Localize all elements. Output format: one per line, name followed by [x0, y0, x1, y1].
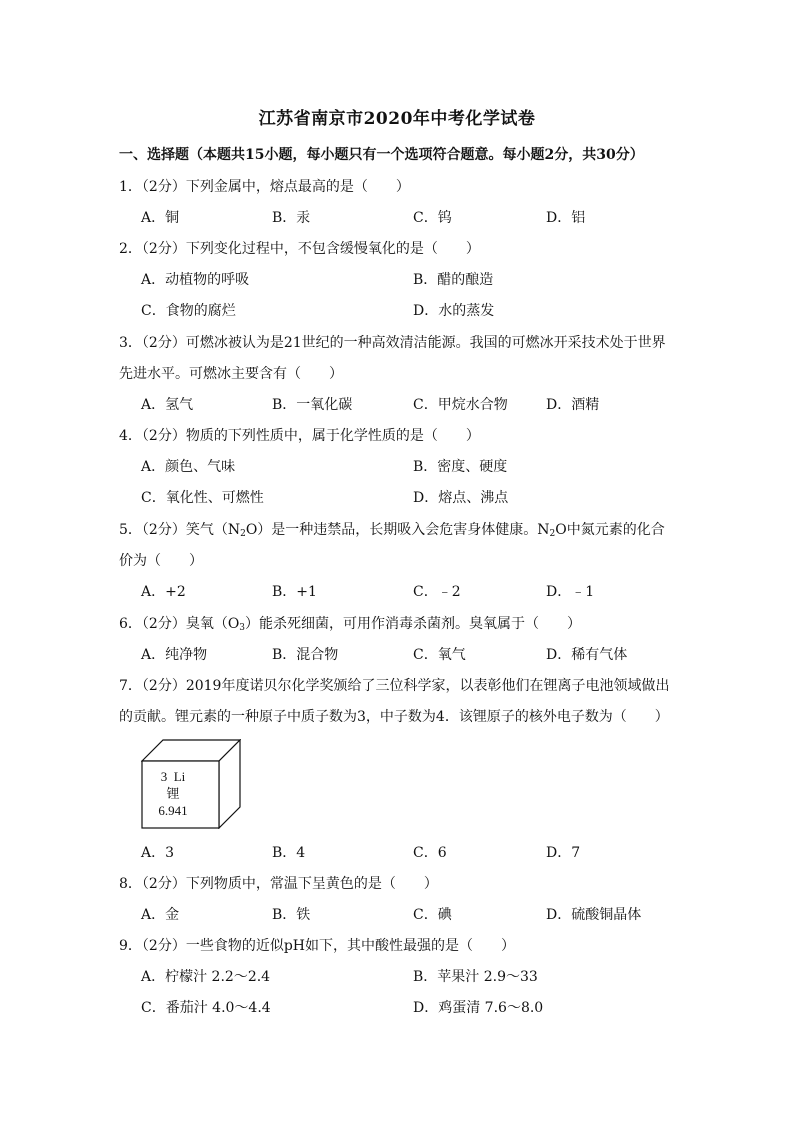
question-8-stem: 8．（2分）下列物质中，常温下呈黄色的是（ ） [119, 876, 438, 892]
question-8-option-d: D．硫酸铜晶体 [546, 907, 642, 923]
element-symbol: Li [173, 769, 186, 784]
question-8-option-a: A．金 [141, 907, 180, 923]
question-5-option-b: B．+1 [272, 584, 317, 600]
question-7-stem-line-2: 的贡献。锂元素的一种原子中质子数为3，中子数为4．该锂原子的核外电子数为（ ） [119, 709, 669, 725]
subscript: 2 [240, 529, 246, 539]
element-atomic-number: 3 [160, 769, 168, 784]
question-3-option-d: D．酒精 [546, 397, 600, 413]
question-5-option-d: D．﹣1 [546, 584, 595, 600]
question-4-option-b: B．密度、硬度 [413, 459, 508, 475]
question-1-option-c: C．钨 [413, 210, 452, 226]
question-9-option-a: A．柠檬汁 2.2～2.4 [141, 969, 271, 985]
question-9-option-d: D．鸡蛋清 7.6～8.0 [413, 1000, 544, 1016]
element-card-text [146, 768, 200, 819]
page-title: 江苏省南京市2020年中考化学试卷 [258, 109, 536, 129]
question-6-option-d: D．稀有气体 [546, 647, 628, 663]
element-number-symbol [146, 768, 200, 785]
question-6-stem-part: ）能杀死细菌，可用作消毒杀菌剂。臭氧属于（ ） [245, 616, 582, 632]
question-1-option-d: D．铝 [546, 210, 586, 226]
question-8-option-c: C．碘 [413, 907, 452, 923]
question-6-option-b: B．混合物 [272, 647, 339, 663]
question-8-option-b: B．铁 [272, 907, 311, 923]
subscript: 3 [239, 623, 246, 633]
question-2-stem: 2．（2分）下列变化过程中，不包含缓慢氧化的是（ ） [119, 241, 480, 257]
question-3-option-b: B．一氧化碳 [272, 397, 353, 413]
question-9-option-b: B．苹果汁 2.9～33 [413, 969, 538, 985]
question-2-option-c: C．食物的腐烂 [141, 303, 236, 319]
element-atomic-mass: 6.941 [158, 803, 188, 818]
question-7-stem-line-1: 7．（2分）2019年度诺贝尔化学奖颁给了三位科学家，以表彰他们在锂离子电池领域做出 [119, 678, 670, 694]
question-7-option-b: B．4 [272, 845, 306, 861]
question-6-option-a: A．纯净物 [141, 647, 208, 663]
question-2-option-a: A．动植物的呼吸 [141, 272, 250, 288]
question-3-option-c: C．甲烷水合物 [413, 397, 508, 413]
question-1-option-b: B．汞 [272, 210, 311, 226]
element-name: 锂 [166, 786, 180, 801]
question-3-stem-line-1: 3．（2分）可燃冰被认为是21世纪的一种高效清洁能源。我国的可燃冰开采技术处于世界 [119, 335, 666, 351]
question-5-option-a: A．+2 [141, 584, 186, 600]
question-4-stem: 4．（2分）物质的下列性质中，属于化学性质的是（ ） [119, 428, 480, 444]
question-3-option-a: A．氢气 [141, 397, 194, 413]
question-1-stem: 1．（2分）下列金属中，熔点最高的是（ ） [119, 179, 410, 195]
question-6-stem-part: 6．（2分）臭氧（O [119, 616, 240, 632]
question-7-option-a: A．3 [141, 845, 175, 861]
question-5-option-c: C．﹣2 [413, 584, 461, 600]
question-4-option-a: A．颜色、气味 [141, 459, 236, 475]
question-7-option-d: D．7 [546, 845, 581, 861]
question-5-stem-part: O）是一种违禁品，长期吸入会危害身体健康。N [245, 522, 550, 538]
question-3-stem-line-2: 先进水平。可燃冰主要含有（ ） [119, 366, 343, 382]
question-2-option-b: B．醋的酿造 [413, 272, 494, 288]
question-5-stem-part: O中氮元素的化合 [555, 522, 665, 538]
question-5-stem-line-1 [119, 519, 665, 539]
question-1-option-a: A．铜 [141, 210, 180, 226]
section-heading: 一、选择题（本题共15小题，每小题只有一个选项符合题意。每小题2分，共30分） [119, 147, 644, 163]
question-4-option-c: C．氧化性、可燃性 [141, 490, 264, 506]
question-7-option-c: C．6 [413, 845, 447, 861]
question-6-stem [119, 613, 581, 633]
question-2-option-d: D．水的蒸发 [413, 303, 495, 319]
subscript: 2 [549, 529, 556, 539]
question-5-stem-part: 5．（2分）笑气（N [119, 522, 241, 538]
question-9-option-c: C．番茄汁 4.0～4.4 [141, 1000, 271, 1016]
question-6-option-c: C．氧气 [413, 647, 466, 663]
question-5-stem-line-2: 价为（ ） [119, 553, 203, 569]
question-4-option-d: D．熔点、沸点 [413, 490, 509, 506]
question-9-stem: 9．（2分）一些食物的近似pH如下，其中酸性最强的是（ ） [119, 938, 515, 954]
